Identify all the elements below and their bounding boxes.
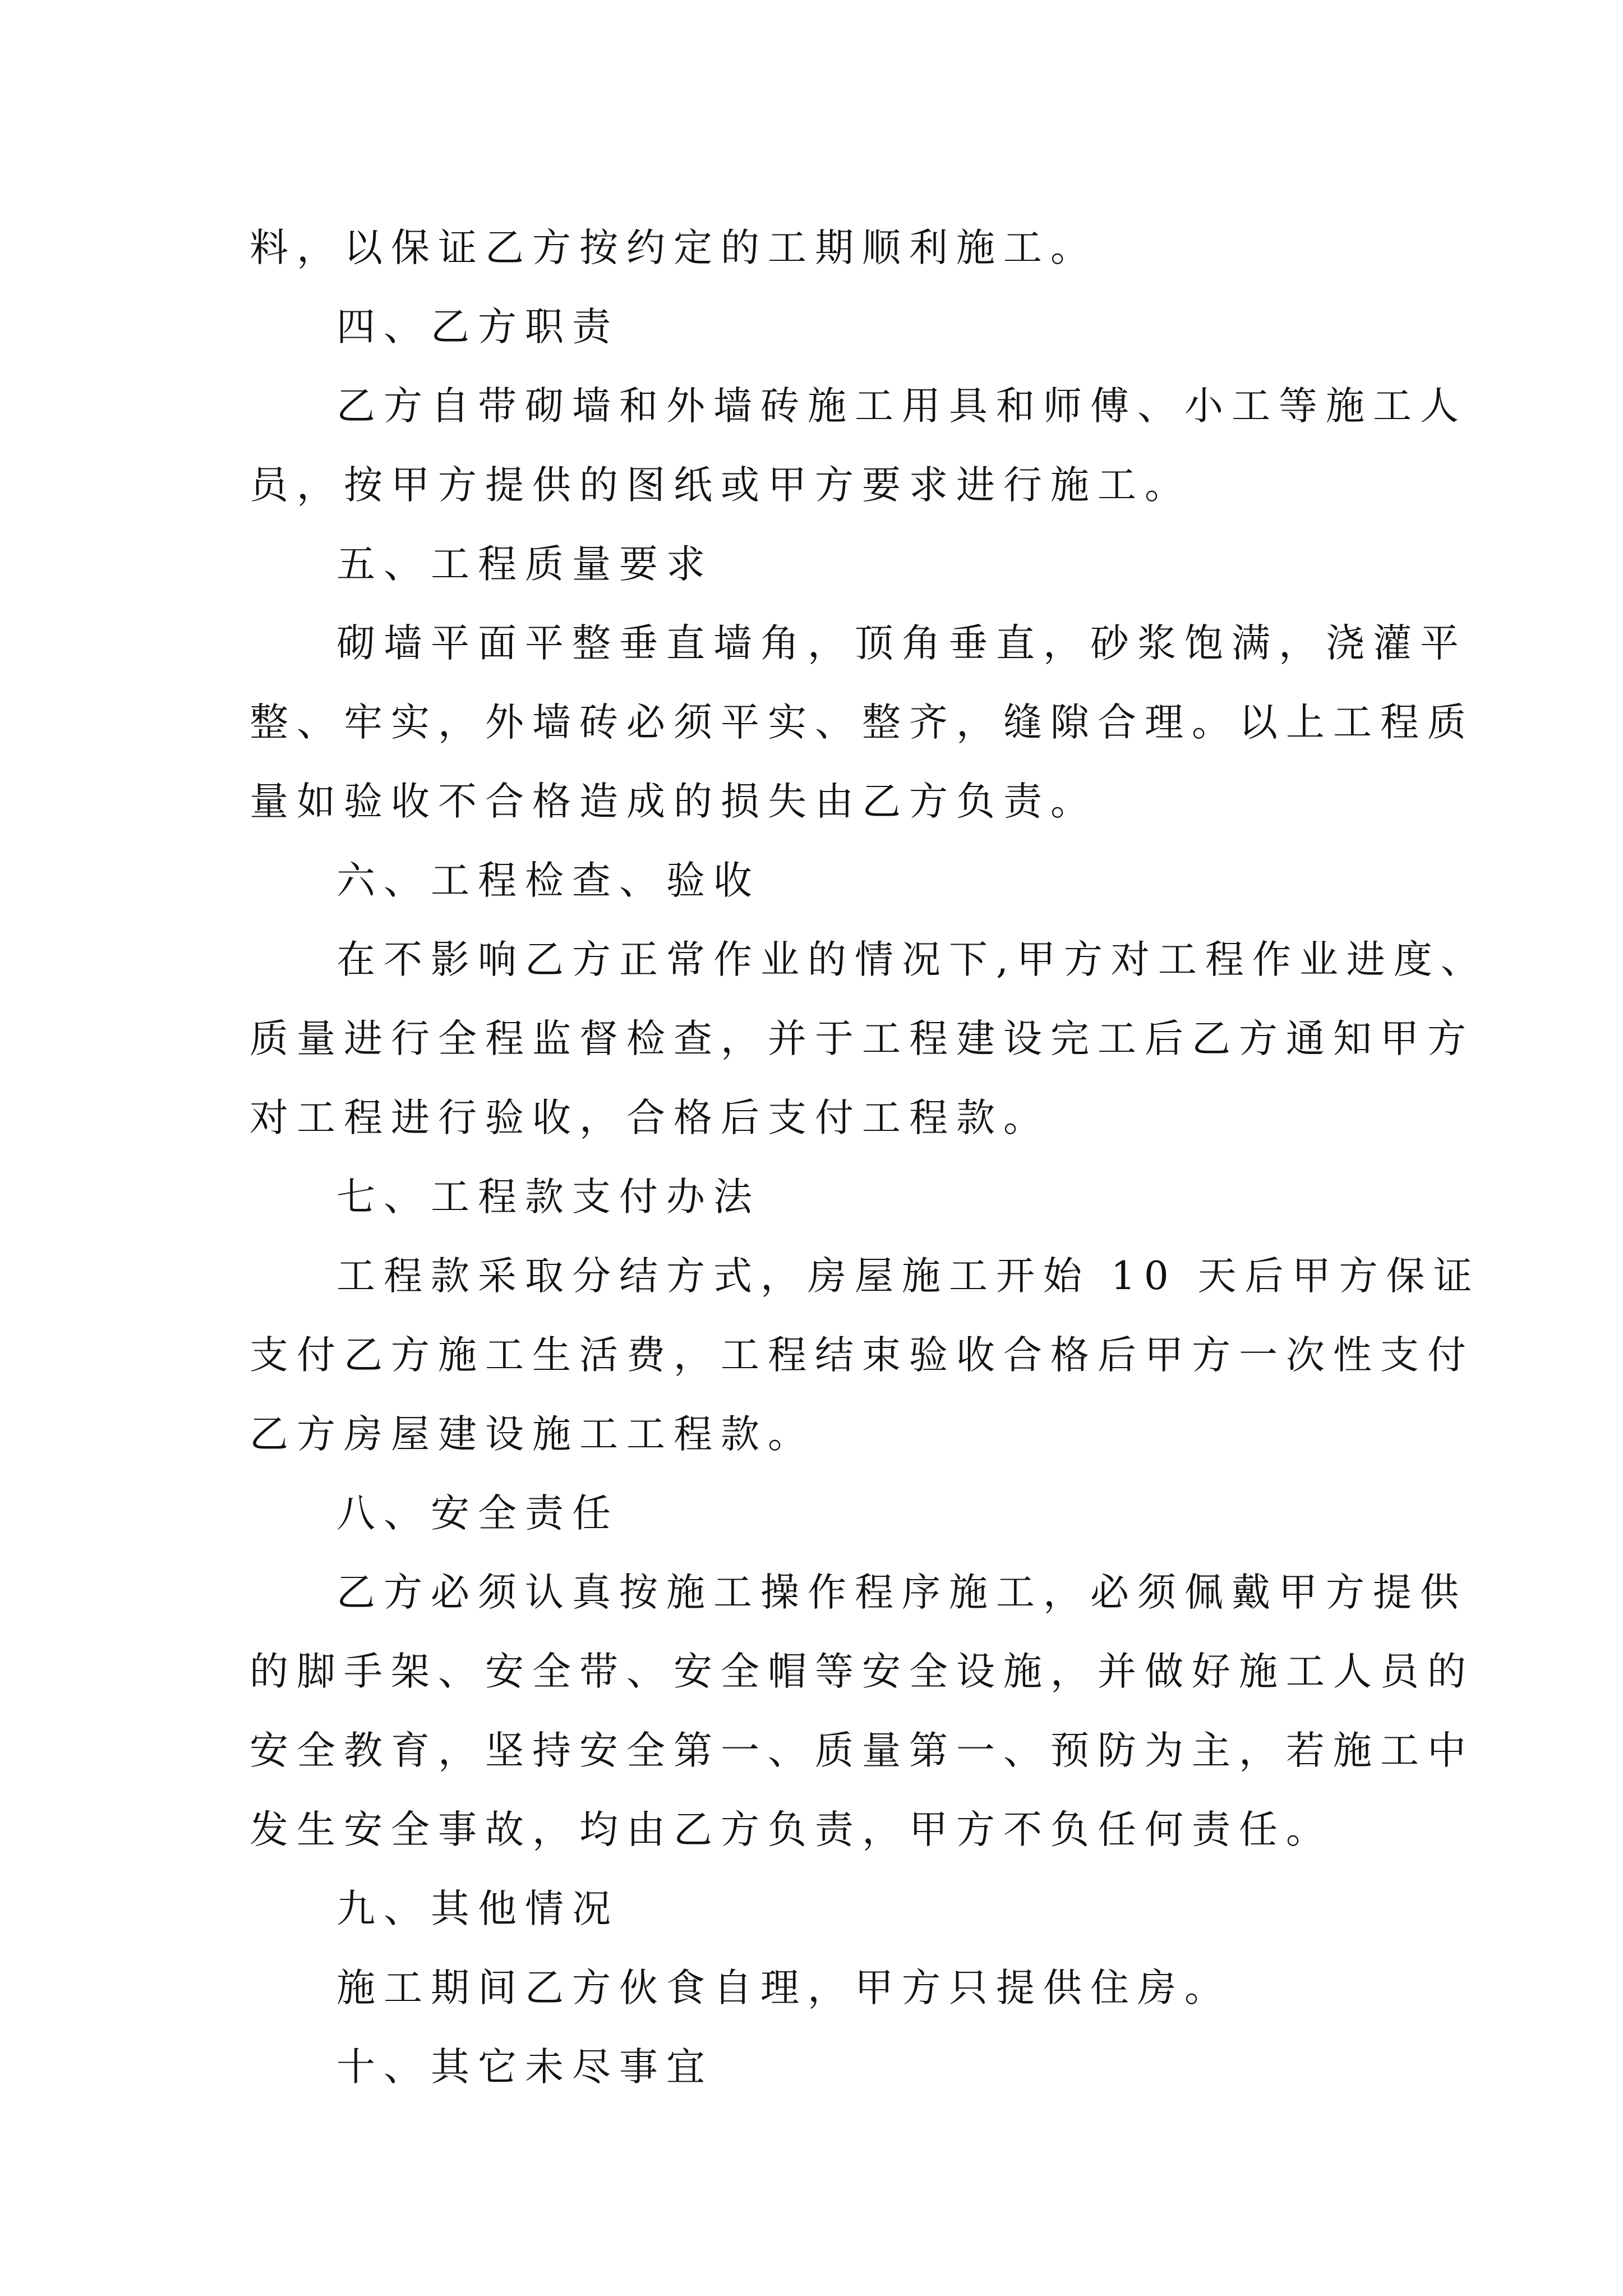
document-page (250, 209, 1488, 2107)
section-heading: 九、其他情况 (336, 1887, 619, 1931)
text-line: 整、牢实，外墙砖必须平实、整齐，缝隙合理。以上工程质 (250, 700, 1474, 745)
text-line: 工程款采取分结方式，房屋施工开始 10 天后甲方保证 (336, 1254, 1481, 1299)
text-line: 安全教育，坚持安全第一、质量第一、预防为主，若施工中 (250, 1728, 1474, 1773)
section-heading: 四、乙方职责 (336, 305, 619, 349)
text-line: 员，按甲方提供的图纸或甲方要求进行施工。 (250, 463, 1192, 508)
text-line: 乙方自带砌墙和外墙砖施工用具和师傅、小工等施工人 (336, 384, 1467, 429)
text-line: 乙方房屋建设施工工程款。 (250, 1412, 815, 1457)
text-line: 支付乙方施工生活费，工程结束验收合格后甲方一次性支付 (250, 1333, 1474, 1378)
text-line: 的脚手架、安全带、安全帽等安全设施，并做好施工人员的 (250, 1649, 1474, 1694)
section-heading: 六、工程检查、验收 (336, 858, 760, 903)
text-line: 施工期间乙方伙食自理，甲方只提供住房。 (336, 1966, 1232, 2010)
text-line: 在不影响乙方正常作业的情况下,甲方对工程作业进度、 (336, 937, 1488, 982)
text-line: 对工程进行验收，合格后支付工程款。 (250, 1096, 1050, 1140)
text-line: 发生安全事故，均由乙方负责，甲方不负任何责任。 (250, 1807, 1333, 1852)
text-line: 砌墙平面平整垂直墙角，顶角垂直，砂浆饱满，浇灌平 (336, 621, 1467, 666)
section-heading: 八、安全责任 (336, 1491, 619, 1536)
text-line: 乙方必须认真按施工操作程序施工，必须佩戴甲方提供 (336, 1570, 1467, 1615)
text-line: 质量进行全程监督检查，并于工程建设完工后乙方通知甲方 (250, 1016, 1474, 1061)
section-heading: 五、工程质量要求 (336, 542, 713, 587)
section-heading: 十、其它未尽事宜 (336, 2045, 713, 2090)
section-heading: 七、工程款支付办法 (336, 1175, 760, 1220)
text-line: 量如验收不合格造成的损失由乙方负责。 (250, 779, 1098, 824)
text-line: 料，以保证乙方按约定的工期顺利施工。 (250, 226, 1098, 270)
